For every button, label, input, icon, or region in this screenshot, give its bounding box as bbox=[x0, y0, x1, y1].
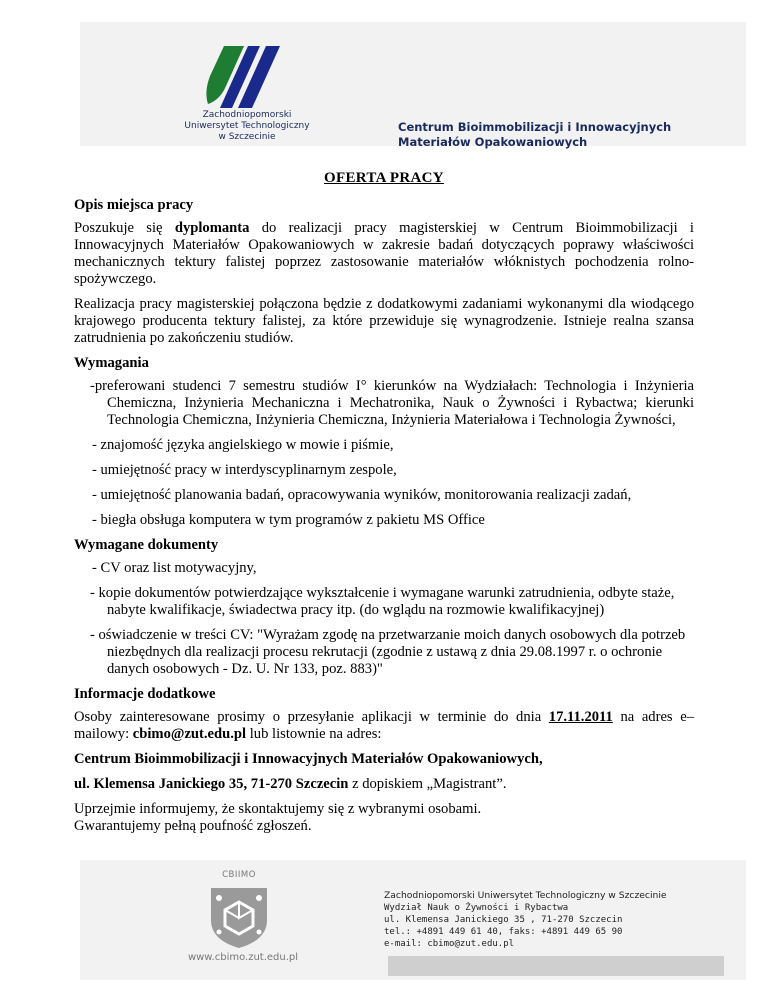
letterhead bbox=[80, 22, 746, 149]
document-item: - oświadczenie w treści CV: "Wyrażam zgodę na przetwarzanie moich danych osobowych dla potrzeb niezbędnych dla realizacji procesu rekrutacji (zgodnie z ustawą z dnia 29.08.1997 r. o ochronie danych osobowych - Dz. U. Nr 133, poz. 883)" bbox=[90, 627, 686, 677]
mailing-address-line: ul. Klemensa Janickiego 35, 71-270 Szczecin z dopiskiem „Magistrant”. bbox=[74, 776, 507, 792]
deadline-date: 17.11.2011 bbox=[548, 709, 613, 725]
requirement-item: - umiejętność pracy w interdyscyplinarnym zespole, bbox=[92, 462, 397, 478]
document-title: OFERTA PRACY bbox=[324, 170, 444, 186]
mailing-address-line: Centrum Bioimmobilizacji i Innowacyjnych Materiałów Opakowaniowych, bbox=[74, 751, 543, 767]
university-name: Zachodniopomorski Uniwersytet Technologiczny w Szczecinie bbox=[184, 110, 310, 142]
center-name: Centrum Bioimmobilizacji i Innowacyjnych Materiałów Opakowaniowych bbox=[398, 120, 672, 149]
section-heading-additional-info: Informacje dodatkowe bbox=[74, 686, 216, 702]
requirement-item: - biegła obsługa komputera w tym programów z pakietu MS Office bbox=[92, 512, 485, 528]
zut-logo-icon bbox=[202, 42, 288, 112]
section-heading-requirements: Wymagania bbox=[74, 355, 149, 371]
contact-email[interactable]: cbimo@zut.edu.pl bbox=[132, 726, 247, 742]
document-item: - kopie dokumentów potwierdzające wykształcenie i wymagane warunki zatrudnienia, odbyte staże, nabyte kwalifikacje, świadectwa pracy itp. (do wglądu na rozmowie kwalifikacyjnej) bbox=[90, 585, 675, 618]
document-body bbox=[74, 170, 694, 835]
requirement-item: - znajomość języka angielskiego w mowie i piśmie, bbox=[92, 437, 394, 453]
document-item: - CV oraz list motywacyjny, bbox=[92, 560, 257, 576]
closing-line: Uprzejmie informujemy, że skontaktujemy się z wybranymi osobami. bbox=[74, 801, 482, 817]
footer-address: Zachodniopomorski Uniwersytet Technologiczny w Szczecinie Wydział Nauk o Żywności i Rybactwa ul. Klemensa Janickiego 35 , 71-270 Szczecin tel.: +4891 449 61 40, faks: +4891 449 65 90 e-mail: cbimo@zut.edu.pl bbox=[384, 890, 667, 949]
closing-line: Gwarantujemy pełną poufność zgłoszeń. bbox=[74, 818, 312, 834]
cbimo-shield-icon bbox=[207, 884, 271, 950]
requirement-item: - umiejętność planowania badań, opracowywania wyników, monitorowania realizacji zadań, bbox=[92, 487, 632, 503]
paragraph-intro: Poszukuje się dyplomanta do realizacji pracy magisterskiej w Centrum Bioimmobilizacji i Innowacyjnych Materiałów Opakowaniowych w zakresie badań dotyczących poprawy właściwości mechanicznych tektury falistej poprzez zastosowanie materiałów włóknistych pochodzenia rolno-spożywczego. bbox=[74, 220, 694, 287]
section-heading-job-description: Opis miejsca pracy bbox=[74, 197, 194, 213]
website-link[interactable]: www.cbimo.zut.edu.pl bbox=[187, 952, 299, 963]
paragraph-application-info: Osoby zainteresowane prosimy o przesyłanie aplikacji w terminie do dnia 17.11.2011 na adres e–mailowy: cbimo@zut.edu.pl lub listownie na adres: bbox=[74, 709, 694, 742]
section-heading-required-documents: Wymagane dokumenty bbox=[74, 537, 219, 553]
requirement-item: -preferowani studenci 7 semestru studiów I° kierunków na Wydziałach: Technologia i Inżynieria Chemiczna, Inżynieria Mechaniczna i Mechatronika, Nauk o Żywności i Rybactwa; kierunki Technologia Chemiczna, Inżynieria Chemiczna, Inżynieria Materiałowa i Technologia Żywności, bbox=[90, 378, 694, 428]
paragraph-additional-tasks: Realizacja pracy magisterskiej połączona będzie z dodatkowymi zadaniami wykonanymi dla wiodącego krajowego producenta tektury falistej, za które przewiduje się wynagrodzenie. Istnieje realna szansa zatrudnienia po zakończeniu studiów. bbox=[74, 296, 694, 346]
footer-bar bbox=[388, 956, 724, 976]
cbimo-label: CBIIMO bbox=[222, 870, 256, 880]
